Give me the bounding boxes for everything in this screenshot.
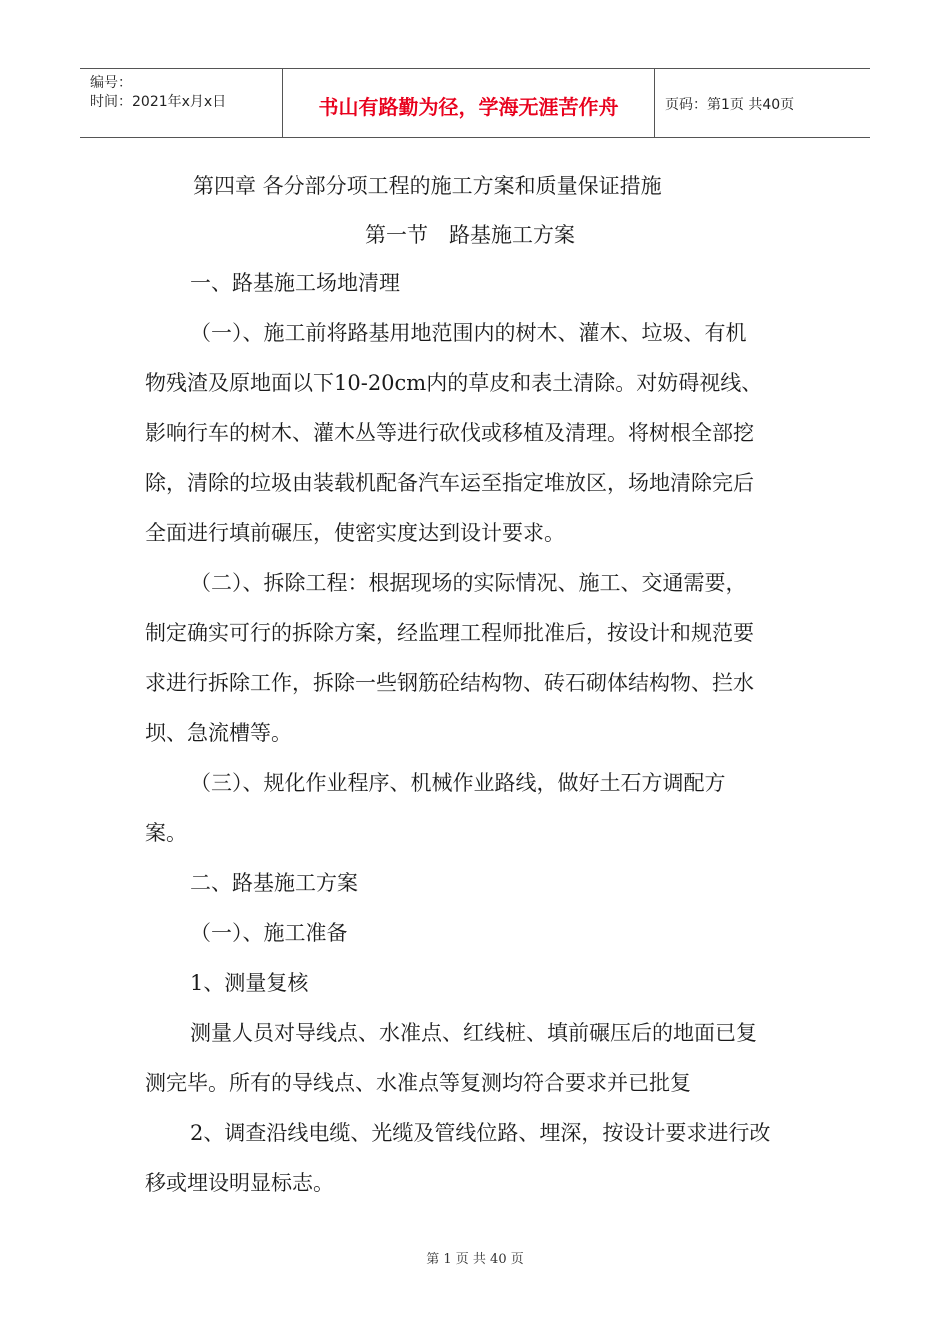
paragraph-line: 物残渣及原地面以下10-20cm内的草皮和表土清除。对妨碍视线、 (145, 371, 763, 395)
paragraph-line: 制定确实可行的拆除方案，经监理工程师批准后，按设计和规范要 (145, 621, 754, 645)
header-page-cell (655, 69, 870, 137)
paragraph-line: 全面进行填前碾压，使密实度达到设计要求。 (145, 521, 565, 545)
serial-number-label: 编号： (90, 75, 132, 91)
paragraph-line: 求进行拆除工作，拆除一些钢筋砼结构物、砖石砌体结构物、拦水 (145, 671, 754, 695)
paragraph-line: 测完毕。所有的导线点、水准点等复测均符合要求并已批复 (145, 1071, 691, 1095)
paragraph-line: （二）、拆除工程：根据现场的实际情况、施工、交通需要， (190, 571, 747, 595)
paragraph-line: 影响行车的树木、灌木丛等进行砍伐或移植及清理。将树根全部挖 (145, 421, 754, 445)
page-footer: 第 1 页 共 40 页 (426, 1252, 524, 1267)
paragraph-line: （三）、规化作业程序、机械作业路线，做好土石方调配方 (190, 771, 726, 795)
page-header (80, 68, 870, 138)
header-motto-cell (283, 69, 655, 137)
heading-line: 一、路基施工场地清理 (190, 271, 400, 295)
header-info-cell (80, 69, 283, 137)
paragraph-line: 移或埋设明显标志。 (145, 1171, 334, 1195)
paragraph-line: 测量人员对导线点、水准点、红线桩、填前碾压后的地面已复 (190, 1021, 757, 1045)
paragraph-line: 案。 (145, 821, 187, 845)
motto-text: 书山有路勤为径，学海无涯苦作舟 (318, 95, 619, 119)
paragraph-line: 2、调查沿线电缆、光缆及管线位路、埋深，按设计要求进行改 (190, 1121, 771, 1145)
heading-line: 二、路基施工方案 (190, 871, 358, 895)
chapter-title: 第四章 各分部分项工程的施工方案和质量保证措施 (193, 174, 662, 198)
subheading-line: 1、测量复核 (190, 971, 309, 995)
date-label: 时间：2021年x月x日 (90, 94, 227, 110)
paragraph-line: 除，清除的垃圾由装载机配备汽车运至指定堆放区，场地清除完后 (145, 471, 754, 495)
header-page-info: 页码：第1页 共40页 (665, 97, 795, 113)
section-title: 第一节 路基施工方案 (365, 223, 575, 247)
subheading-line: （一）、施工准备 (190, 921, 348, 945)
paragraph-line: 坝、急流槽等。 (145, 721, 292, 745)
paragraph-line: （一）、施工前将路基用地范围内的树木、灌木、垃圾、有机 (190, 321, 747, 345)
